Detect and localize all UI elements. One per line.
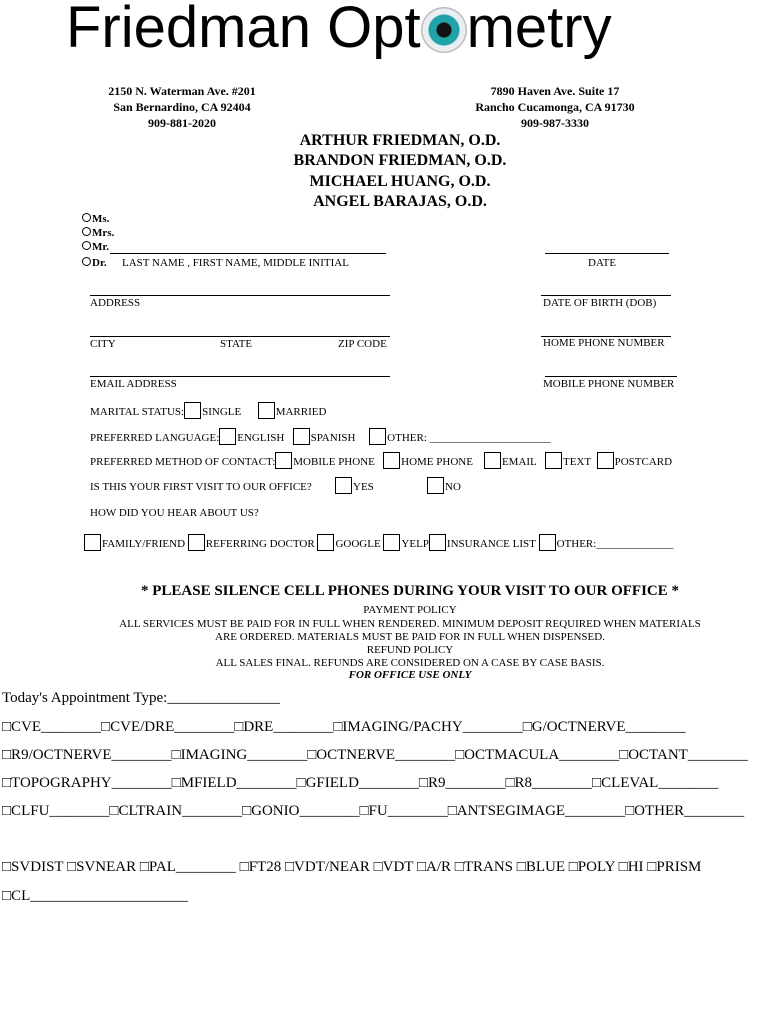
payment-policy-heading: PAYMENT POLICY <box>363 604 457 616</box>
silence-phones-notice: * PLEASE SILENCE CELL PHONES DURING YOUR VISIT TO OUR OFFICE * <box>140 583 680 599</box>
checkbox-english[interactable] <box>219 428 236 445</box>
checkbox-other-language[interactable] <box>369 428 386 445</box>
address-left-line2: San Bernardino, CA 92404 <box>113 100 251 114</box>
first-visit-yes: YES <box>335 477 374 494</box>
language-row: PREFERRED LANGUAGE: ENGLISH SPANISH OTHER: ______________________ <box>90 428 551 445</box>
hear-about-question: HOW DID YOU HEAR ABOUT US? <box>90 507 259 519</box>
dob-label: DATE OF BIRTH (DOB) <box>543 297 657 309</box>
checkbox-spanish[interactable] <box>293 428 310 445</box>
radio-ms[interactable] <box>82 213 91 222</box>
date-line[interactable] <box>545 253 669 254</box>
payment-policy-line1: ALL SERVICES MUST BE PAID FOR IN FULL WHEN RENDERED. MINIMUM DEPOSIT REQUIRED WHEN MATERIALS <box>119 618 701 630</box>
checkbox-text[interactable] <box>545 452 562 469</box>
checkbox-married[interactable] <box>258 402 275 419</box>
city-line[interactable] <box>90 336 390 337</box>
checkbox-postcard[interactable] <box>597 452 614 469</box>
date-label: DATE <box>588 257 617 269</box>
address-label: ADDRESS <box>90 297 141 309</box>
appointment-type-label[interactable]: Today's Appointment Type:_______________ <box>2 690 280 706</box>
appt-row-6[interactable]: □CL_____________________ <box>2 888 188 904</box>
address-left-line1: 2150 N. Waterman Ave. #201 <box>108 84 256 98</box>
hear-about-row: FAMILY/FRIEND REFERRING DOCTOR GOOGLE YELP INSURANCE LIST OTHER:______________ <box>84 534 673 551</box>
checkbox-yelp[interactable] <box>383 534 400 551</box>
appt-row-2[interactable]: □R9/OCTNERVE________□IMAGING________□OCTNERVE________□OCTMACULA________□OCTANT________ <box>2 747 748 763</box>
appt-row-3[interactable]: □TOPOGRAPHY________□MFIELD________□GFIELD________□R9________□R8________□CLEVAL________ <box>2 775 719 791</box>
address-left-phone: 909-881-2020 <box>148 116 216 130</box>
mobile-label: MOBILE PHONE NUMBER <box>543 378 675 390</box>
address-right-line1: 7890 Haven Ave. Suite 17 <box>490 84 620 98</box>
name-label: LAST NAME , FIRST NAME, MIDDLE INITIAL <box>122 257 349 269</box>
email-label: EMAIL ADDRESS <box>90 378 177 390</box>
checkbox-no[interactable] <box>427 477 444 494</box>
city-label: CITY <box>90 338 116 350</box>
checkbox-single[interactable] <box>184 402 201 419</box>
email-line[interactable] <box>90 376 390 377</box>
marital-status-row: MARITAL STATUS: SINGLE MARRIED <box>90 402 326 419</box>
state-label: STATE <box>220 338 253 350</box>
address-line[interactable] <box>90 295 390 296</box>
title-ms[interactable]: Ms. <box>82 213 109 225</box>
title-mr[interactable]: Mr. <box>82 241 109 253</box>
checkbox-mobile-phone[interactable] <box>275 452 292 469</box>
title-mrs[interactable]: Mrs. <box>82 227 114 239</box>
address-right-phone: 909-987-3330 <box>521 116 589 130</box>
doctor-3: MICHAEL HUANG, O.D. <box>309 173 491 190</box>
dob-line[interactable] <box>541 295 671 296</box>
radio-mr[interactable] <box>82 241 91 250</box>
contact-row: PREFERRED METHOD OF CONTACT: MOBILE PHONE HOME PHONE EMAIL TEXT POSTCARD <box>90 452 672 469</box>
title-dr[interactable]: Dr. <box>82 257 107 269</box>
refund-policy-heading: REFUND POLICY <box>366 644 454 656</box>
address-right <box>450 83 660 131</box>
checkbox-google[interactable] <box>317 534 334 551</box>
appt-row-5[interactable]: □SVDIST □SVNEAR □PAL________ □FT28 □VDT/NEAR □VDT □A/R □TRANS □BLUE □POLY □HI □PRISM <box>2 859 702 875</box>
address-right-line2: Rancho Cucamonga, CA 91730 <box>475 100 635 114</box>
office-use-only: FOR OFFICE USE ONLY <box>348 669 472 681</box>
checkbox-referring-doctor[interactable] <box>188 534 205 551</box>
refund-policy-line: ALL SALES FINAL. REFUNDS ARE CONSIDERED ON A CASE BY CASE BASIS. <box>215 657 605 669</box>
eye-icon <box>421 7 467 53</box>
checkbox-insurance-list[interactable] <box>429 534 446 551</box>
home-phone-label: HOME PHONE NUMBER <box>543 337 665 349</box>
doctor-2: BRANDON FRIEDMAN, O.D. <box>293 152 507 169</box>
radio-mrs[interactable] <box>82 227 91 236</box>
radio-dr[interactable] <box>82 257 91 266</box>
checkbox-family-friend[interactable] <box>84 534 101 551</box>
checkbox-yes[interactable] <box>335 477 352 494</box>
doctor-1: ARTHUR FRIEDMAN, O.D. <box>299 132 501 149</box>
name-line[interactable] <box>110 253 386 254</box>
first-visit-no: NO <box>427 477 461 494</box>
checkbox-other-source[interactable] <box>539 534 556 551</box>
logo-text-part2: metry <box>466 0 612 60</box>
checkbox-home-phone[interactable] <box>383 452 400 469</box>
clinic-logo <box>66 0 612 61</box>
mobile-line[interactable] <box>545 376 677 377</box>
address-left <box>92 83 272 131</box>
payment-policy-line2: ARE ORDERED. MATERIALS MUST BE PAID FOR IN FULL WHEN DISPENSED. <box>215 631 605 643</box>
logo-text-part1: Friedman Opt <box>66 0 421 60</box>
zip-label: ZIP CODE <box>338 338 387 350</box>
appt-row-4[interactable]: □CLFU________□CLTRAIN________□GONIO________□FU________□ANTSEGIMAGE________□OTHER________ <box>2 803 745 819</box>
checkbox-email[interactable] <box>484 452 501 469</box>
doctor-4: ANGEL BARAJAS, O.D. <box>313 193 487 210</box>
first-visit-question: IS THIS YOUR FIRST VISIT TO OUR OFFICE? <box>90 481 312 493</box>
appt-row-1[interactable]: □CVE________□CVE/DRE________□DRE________□IMAGING/PACHY________□G/OCTNERVE________ <box>2 719 686 735</box>
